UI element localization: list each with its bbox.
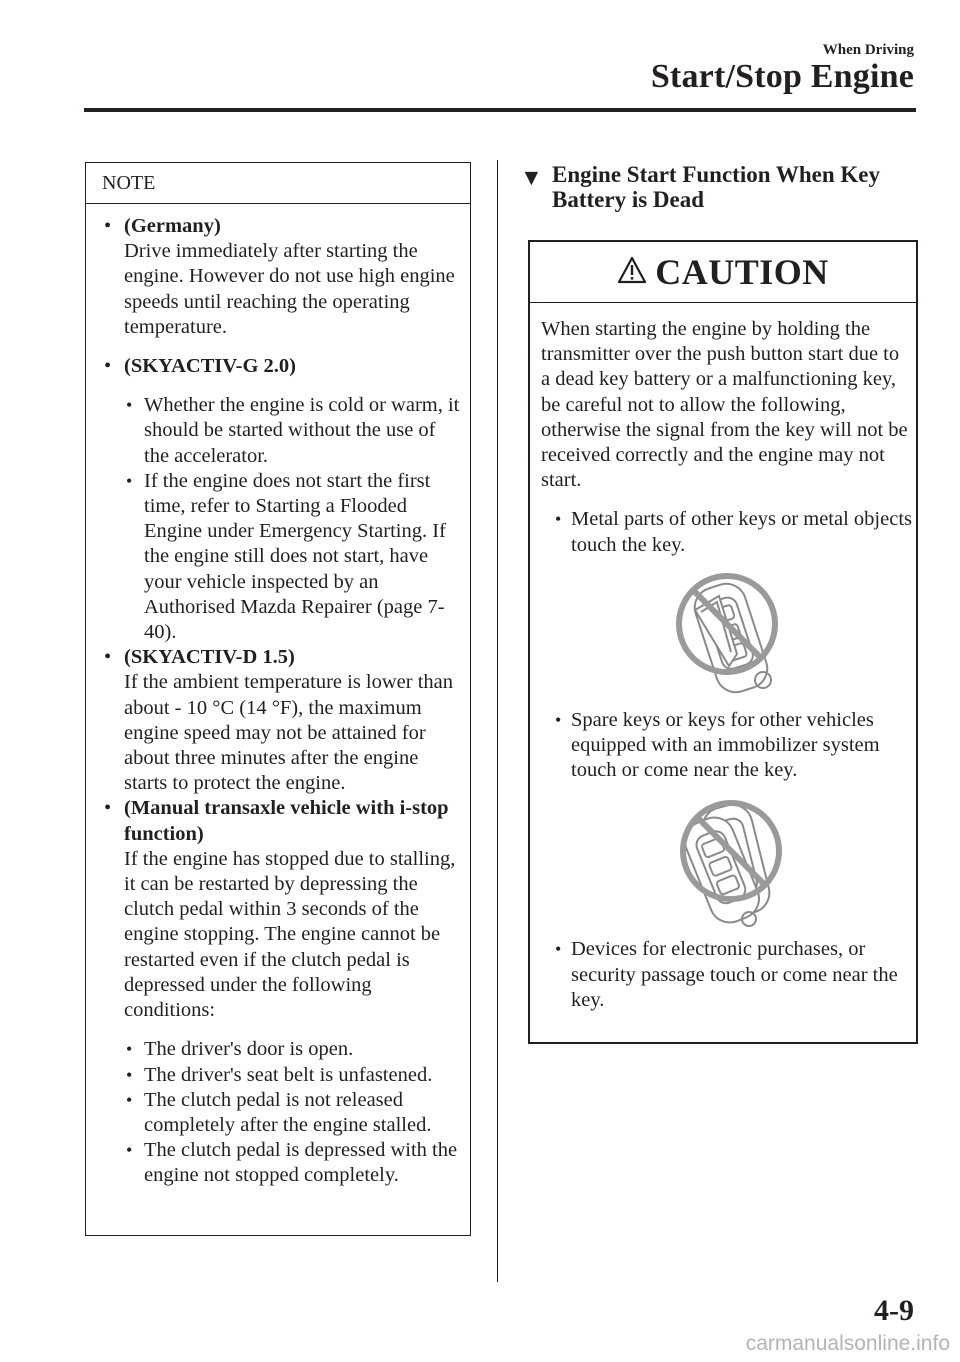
note-item-skyactiv-g bbox=[102, 354, 464, 379]
page-number: 4-9 bbox=[874, 1294, 914, 1327]
sub-item-text: Whether the engine is cold or warm, it should be started without the use of the accelerator. bbox=[144, 394, 460, 467]
sub-item-text: If the engine does not start the first time, refer to Starting a Flooded Engine under Emergency Starting. If the engine still does not start, have your vehicle inspected by an Authorised Mazda Repairer (page 7-40). bbox=[144, 469, 446, 644]
note-item-skyactiv-d bbox=[102, 645, 464, 796]
caution-header bbox=[530, 242, 916, 303]
warning-triangle-icon bbox=[617, 256, 647, 289]
sub-list-item bbox=[102, 1037, 464, 1062]
note-label-skyactiv-g: (SKYACTIV-G 2.0) bbox=[124, 355, 296, 378]
bullet-icon: • bbox=[104, 646, 112, 669]
triangle-marker-icon: ▼ bbox=[520, 165, 543, 190]
note-item-germany bbox=[102, 214, 464, 340]
two-keys-prohibited-illustration bbox=[667, 795, 787, 929]
sub-bullet-icon: • bbox=[126, 395, 133, 416]
sub-bullet-icon: • bbox=[126, 1039, 133, 1060]
sub-list-item bbox=[102, 393, 464, 469]
section-heading bbox=[520, 162, 920, 212]
watermark: carmanualsonline.info bbox=[745, 1332, 950, 1355]
sub-item-text: The clutch pedal is depressed with the engine not stopped completely. bbox=[144, 1139, 458, 1187]
sub-bullet-icon: • bbox=[126, 470, 133, 491]
caution-intro: When starting the engine by holding the transmitter over the push button start due to a dead key battery or a malfunctioning key, be careful not to allow the following, otherwise the signal from the key will not be received correctly and the engine may not start. bbox=[541, 318, 908, 492]
sub-item-text: The driver's seat belt is unfastened. bbox=[144, 1063, 433, 1086]
sub-bullet-icon: • bbox=[126, 1089, 133, 1110]
bullet-icon: • bbox=[104, 215, 112, 237]
key-metal-contact-prohibited-illustration bbox=[667, 570, 787, 700]
bullet-icon: • bbox=[104, 355, 112, 378]
note-text-manual: If the engine has stopped due to stalling, it can be restarted by depressing the clutch pedal within 3 seconds of the engine stopping. The engine cannot be restarted even if the clutch pedal is depressed under the following conditions: bbox=[124, 847, 456, 1022]
sub-bullet-icon: • bbox=[126, 1064, 133, 1085]
section-heading-text: Engine Start Function When Key Battery is Dead bbox=[552, 162, 880, 212]
header-section: When Driving bbox=[822, 42, 914, 58]
note-label-manual: (Manual transaxle vehicle with i-stop function) bbox=[124, 797, 449, 845]
note-body bbox=[86, 204, 470, 1189]
note-text-germany: Drive immediately after starting the engine. However do not use high engine speeds until reaching the operating temperature. bbox=[124, 240, 455, 338]
note-label-germany: (Germany) bbox=[124, 215, 221, 237]
caution-item-text: Spare keys or keys for other vehicles equipped with an immobilizer system touch or come near the key. bbox=[571, 708, 880, 782]
sub-bullet-icon: • bbox=[555, 709, 562, 730]
caution-list-item bbox=[541, 708, 912, 784]
sub-list-item bbox=[102, 1088, 464, 1138]
caution-list-item bbox=[541, 937, 912, 1013]
sub-list-item bbox=[102, 1063, 464, 1088]
sub-item-text: The driver's door is open. bbox=[144, 1038, 354, 1061]
sub-bullet-icon: • bbox=[555, 509, 562, 530]
caution-body bbox=[530, 303, 916, 1013]
note-item-manual bbox=[102, 796, 464, 1023]
caution-item-text: Metal parts of other keys or metal objects touch the key. bbox=[571, 508, 912, 556]
note-label-skyactiv-d: (SKYACTIV-D 1.5) bbox=[124, 646, 295, 669]
sub-list-item bbox=[102, 469, 464, 645]
sub-bullet-icon: • bbox=[555, 939, 562, 960]
caution-item-text: Devices for electronic purchases, or security passage touch or come near the key. bbox=[571, 938, 898, 1011]
note-text-skyactiv-d: If the ambient temperature is lower than about - 10 °C (14 °F), the maximum engine speed may not be attained for about three minutes after the engine starts to protect the engine. bbox=[124, 671, 454, 795]
note-box bbox=[85, 162, 471, 1236]
bullet-icon: • bbox=[104, 797, 112, 820]
header-rule bbox=[84, 108, 916, 112]
column-divider bbox=[497, 160, 498, 1282]
caution-list-item bbox=[541, 507, 912, 557]
note-heading: NOTE bbox=[86, 163, 470, 204]
caution-title: CAUTION bbox=[655, 252, 829, 292]
sub-list-item bbox=[102, 1138, 464, 1188]
sub-bullet-icon: • bbox=[126, 1140, 133, 1161]
sub-item-text: The clutch pedal is not released completely after the engine stalled. bbox=[144, 1088, 432, 1136]
page-title: Start/Stop Engine bbox=[650, 58, 914, 95]
caution-box bbox=[528, 240, 918, 1044]
